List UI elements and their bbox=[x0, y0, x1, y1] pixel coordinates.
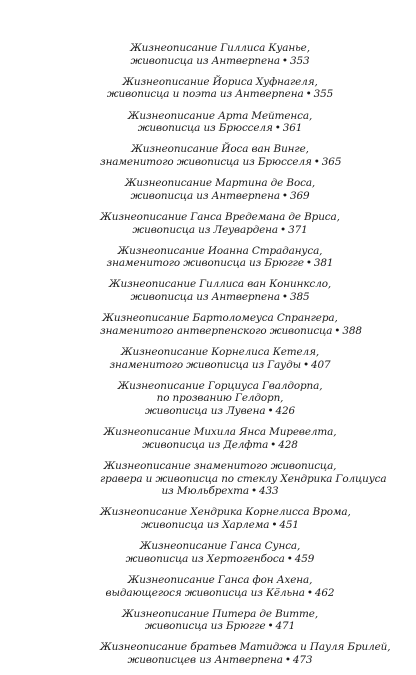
bullet-separator: • bbox=[334, 324, 341, 337]
page-number: 361 bbox=[282, 122, 303, 135]
toc-entry-line: Жизнеописание Михила Янса Миревелта, bbox=[103, 426, 337, 439]
toc-entry-line bbox=[100, 439, 340, 452]
toc-entry bbox=[100, 211, 340, 236]
page-number: 365 bbox=[321, 155, 342, 168]
toc-entry-title-text: знаменитого живописца из Брюсселя bbox=[100, 155, 312, 168]
toc-entry-line: Жизнеописание Ганса Вредемана де Вриса, bbox=[100, 210, 340, 223]
toc-entry bbox=[100, 110, 340, 135]
toc-entry-line bbox=[100, 485, 340, 498]
page-number: 471 bbox=[275, 620, 296, 633]
toc-entry bbox=[100, 42, 340, 67]
toc-entry bbox=[100, 574, 340, 599]
toc-entry-title-text: живописцев из Антверпена bbox=[127, 654, 283, 667]
toc-entry-line bbox=[100, 405, 340, 418]
toc-entry-line bbox=[100, 190, 340, 203]
toc-entry-line: Жизнеописание знаменитого живописца, bbox=[103, 459, 337, 472]
toc-entry-title-text: из Мюльбрехта bbox=[161, 485, 249, 498]
toc-entry bbox=[100, 76, 340, 101]
toc-entry-title-text: живописца из Брюгге bbox=[144, 620, 266, 633]
bullet-separator: • bbox=[281, 54, 288, 67]
toc-entry-line: по прозванию Гелдорп, bbox=[156, 392, 284, 405]
toc-entry bbox=[100, 506, 351, 531]
table-of-contents bbox=[100, 42, 391, 675]
toc-entry bbox=[100, 380, 340, 418]
toc-entry bbox=[100, 426, 340, 451]
toc-entry-line bbox=[100, 224, 340, 237]
page-number: 428 bbox=[278, 438, 298, 451]
toc-entry-line: Жизнеописание Мартина де Воса, bbox=[124, 177, 316, 190]
toc-entry-line bbox=[100, 55, 340, 68]
toc-entry-line: Жизнеописание Гиллиса Куанье, bbox=[130, 42, 310, 54]
bullet-separator: • bbox=[281, 291, 288, 304]
page-number: 381 bbox=[313, 257, 334, 270]
toc-entry bbox=[100, 312, 362, 337]
toc-entry-line: Жизнеописание Йоса ван Винге, bbox=[131, 143, 309, 156]
toc-entry bbox=[100, 608, 340, 633]
toc-entry bbox=[100, 245, 340, 270]
bullet-separator: • bbox=[280, 223, 287, 236]
toc-entry-title-text: живописца из Харлема bbox=[141, 518, 270, 531]
toc-entry-title-text: живописца из Хертогенбоса bbox=[125, 552, 285, 565]
toc-entry-line: Жизнеописание Хендрика Корнелисса Врома, bbox=[100, 506, 351, 519]
page-number: 385 bbox=[289, 291, 310, 304]
toc-entry-line bbox=[100, 122, 340, 135]
toc-entry-line bbox=[100, 519, 340, 532]
toc-entry bbox=[100, 278, 340, 303]
toc-entry bbox=[100, 459, 387, 498]
bullet-separator: • bbox=[281, 189, 288, 202]
toc-entry-line: Жизнеописание Корнелиса Кетеля, bbox=[120, 346, 320, 359]
page-number: 353 bbox=[289, 54, 310, 67]
bullet-separator: • bbox=[305, 88, 312, 101]
toc-entry bbox=[100, 540, 340, 565]
toc-entry-line: Жизнеописание Арта Мейтенса, bbox=[127, 109, 313, 122]
toc-entry-title-text: живописца из Брюсселя bbox=[137, 122, 273, 135]
toc-entry-line bbox=[100, 88, 340, 101]
toc-entry-line bbox=[100, 654, 340, 667]
toc-entry-line: Жизнеописание Горциуса Гвалдорпа, bbox=[117, 379, 323, 392]
toc-entry-line: Жизнеописание Гиллиса ван Конинксло, bbox=[108, 278, 332, 291]
toc-entry-title-text: живописца из Леувардена bbox=[132, 223, 279, 236]
toc-entry bbox=[100, 177, 340, 202]
toc-entry-title-text: живописца из Лувена bbox=[144, 405, 266, 417]
page-number: 473 bbox=[292, 654, 313, 667]
bullet-separator: • bbox=[305, 257, 312, 270]
bullet-separator: • bbox=[274, 122, 281, 135]
toc-entry bbox=[100, 346, 340, 371]
toc-entry-line: Жизнеописание Бартоломеуса Спрангера, bbox=[102, 312, 338, 325]
bullet-separator: • bbox=[250, 485, 257, 498]
page-number: 462 bbox=[314, 586, 335, 599]
toc-entry-line: гравера и живописца по стеклу Хендрика Голциуса bbox=[100, 472, 387, 485]
toc-entry-title-text: знаменитого живописца из Брюгге bbox=[106, 257, 304, 270]
toc-entry-title-text: выдающегося живописца из Кёльна bbox=[105, 586, 305, 599]
bullet-separator: • bbox=[271, 518, 278, 531]
toc-entry-line bbox=[100, 291, 340, 304]
page-number: 388 bbox=[342, 324, 362, 337]
bullet-separator: • bbox=[270, 438, 277, 451]
toc-entry-line: Жизнеописание Ганса Сунса, bbox=[139, 540, 301, 553]
bullet-separator: • bbox=[286, 552, 293, 565]
toc-entry-title-text: живописца из Антверпена bbox=[130, 291, 280, 304]
bullet-separator: • bbox=[267, 405, 274, 417]
bullet-separator: • bbox=[306, 586, 313, 599]
bullet-separator: • bbox=[313, 155, 320, 168]
toc-entry-line bbox=[100, 257, 340, 270]
toc-entry-line: Жизнеописание Питера де Витте, bbox=[121, 607, 319, 620]
toc-entry-line: Жизнеописание братьев Матиджа и Пауля Брилей, bbox=[100, 641, 391, 654]
toc-entry-line bbox=[100, 359, 340, 372]
toc-entry bbox=[100, 143, 340, 168]
page-number: 407 bbox=[310, 358, 331, 371]
toc-entry-line bbox=[100, 620, 340, 633]
page-number: 369 bbox=[289, 189, 310, 202]
page-number: 355 bbox=[313, 88, 334, 101]
page-number: 451 bbox=[279, 518, 299, 531]
toc-entry-line: Жизнеописание Иоанна Страдануса, bbox=[117, 244, 323, 257]
toc-entry-title-text: живописца и поэта из Антверпена bbox=[106, 88, 304, 101]
toc-entry-line: Жизнеописание Ганса фон Ахена, bbox=[127, 573, 313, 586]
page-number: 371 bbox=[288, 223, 308, 236]
page-number: 433 bbox=[258, 485, 279, 498]
page-number: 459 bbox=[294, 552, 315, 565]
bullet-separator: • bbox=[267, 620, 274, 633]
toc-entry-title-text: живописца из Делфта bbox=[142, 438, 269, 451]
toc-entry-title-text: живописца из Антверпена bbox=[130, 189, 280, 202]
toc-entry-line bbox=[100, 156, 340, 169]
toc-entry-title-text: знаменитого живописца из Гауды bbox=[109, 358, 301, 371]
toc-entry-title-text: знаменитого антверпенского живописца bbox=[100, 324, 333, 337]
toc-entry bbox=[100, 641, 391, 667]
toc-entry-line bbox=[100, 587, 340, 600]
bullet-separator: • bbox=[302, 358, 309, 371]
bullet-separator: • bbox=[284, 654, 291, 667]
toc-entry-title-text: живописца из Антверпена bbox=[130, 54, 280, 67]
toc-entry-line: Жизнеописание Йориса Хуфнагеля, bbox=[122, 75, 318, 88]
toc-entry-line bbox=[100, 324, 362, 338]
page-number: 426 bbox=[275, 405, 296, 417]
